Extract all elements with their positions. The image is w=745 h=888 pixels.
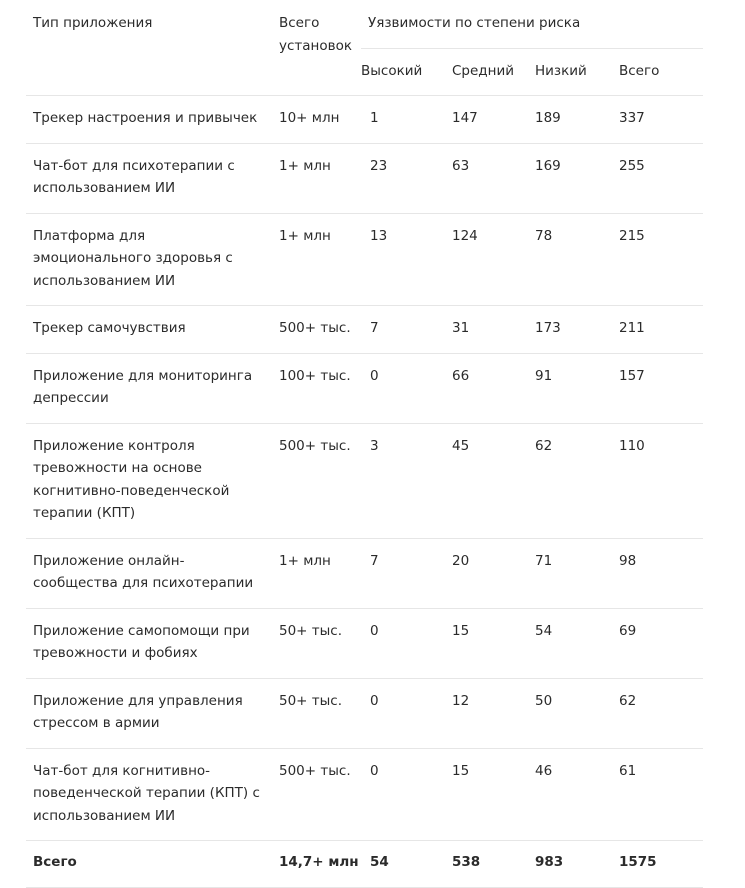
vulnerability-table-container bbox=[26, 0, 703, 888]
totals-row bbox=[26, 841, 703, 888]
row-total: 61 bbox=[619, 762, 637, 779]
row-low: 173 bbox=[535, 320, 561, 336]
row-low: 50 bbox=[535, 692, 553, 709]
row-name: Приложение контроля тревожности на основе когнитивно-поведенческой терапии (КПТ) bbox=[33, 437, 230, 521]
row-low: 169 bbox=[535, 157, 561, 174]
row-medium: 147 bbox=[452, 110, 478, 126]
row-high: 0 bbox=[370, 622, 379, 639]
row-low: 62 bbox=[535, 437, 553, 454]
totals-high: 54 bbox=[370, 854, 389, 870]
row-low: 78 bbox=[535, 227, 553, 244]
row-high: 1 bbox=[370, 110, 379, 126]
row-name: Приложение для управления стрессом в армии bbox=[33, 692, 243, 731]
row-name: Трекер самочувствия bbox=[33, 320, 186, 336]
header-medium: Средний bbox=[445, 48, 528, 96]
row-name: Приложение онлайн-сообщества для психотерапии bbox=[33, 552, 254, 591]
row-low: 54 bbox=[535, 622, 553, 639]
row-medium: 31 bbox=[452, 320, 470, 336]
row-high: 7 bbox=[370, 552, 379, 569]
row-high: 7 bbox=[370, 320, 379, 336]
table-row bbox=[26, 608, 703, 678]
row-low: 71 bbox=[535, 552, 553, 569]
table-row bbox=[26, 143, 703, 213]
totals-medium: 538 bbox=[452, 854, 481, 870]
row-high: 0 bbox=[370, 762, 379, 779]
vulnerability-table bbox=[26, 0, 703, 888]
row-total: 255 bbox=[619, 157, 645, 174]
row-total: 157 bbox=[619, 367, 645, 384]
header-high: Высокий bbox=[361, 48, 445, 96]
table-row bbox=[26, 678, 703, 748]
header-total: Всего bbox=[612, 48, 703, 96]
row-total: 69 bbox=[619, 622, 637, 639]
row-total: 337 bbox=[619, 110, 645, 126]
table-row bbox=[26, 423, 703, 538]
header-app-type: Тип приложения bbox=[33, 15, 153, 31]
header-installs: Всего установок bbox=[279, 15, 353, 54]
row-high: 3 bbox=[370, 437, 379, 454]
row-high: 0 bbox=[370, 692, 379, 709]
table-row bbox=[26, 213, 703, 306]
row-high: 23 bbox=[370, 157, 388, 174]
row-medium: 124 bbox=[452, 227, 478, 244]
row-installs: 500+ тыс. bbox=[279, 320, 351, 336]
row-total: 62 bbox=[619, 692, 637, 709]
row-name: Трекер настроения и привычек bbox=[33, 110, 258, 126]
row-name: Платформа для эмоционального здоровья с использованием ИИ bbox=[33, 227, 233, 289]
row-total: 98 bbox=[619, 552, 637, 569]
row-medium: 63 bbox=[452, 157, 470, 174]
row-installs: 1+ млн bbox=[279, 157, 331, 174]
row-installs: 500+ тыс. bbox=[279, 437, 351, 454]
row-name: Чат-бот для психотерапии с использованием ИИ bbox=[33, 157, 235, 196]
totals-label: Всего bbox=[33, 854, 77, 870]
row-medium: 15 bbox=[452, 622, 470, 639]
row-low: 46 bbox=[535, 762, 553, 779]
row-total: 215 bbox=[619, 227, 645, 244]
row-installs: 100+ тыс. bbox=[279, 367, 351, 384]
row-name: Чат-бот для когнитивно-поведенческой терапии (КПТ) с использованием ИИ bbox=[33, 762, 260, 824]
table-row bbox=[26, 96, 703, 144]
row-medium: 45 bbox=[452, 437, 470, 454]
row-name: Приложение самопомощи при тревожности и фобиях bbox=[33, 622, 250, 661]
header-low: Низкий bbox=[528, 48, 612, 96]
header-row bbox=[26, 0, 703, 48]
row-medium: 15 bbox=[452, 762, 470, 779]
row-medium: 66 bbox=[452, 367, 470, 384]
row-high: 0 bbox=[370, 367, 379, 384]
row-high: 13 bbox=[370, 227, 388, 244]
table-body bbox=[26, 96, 703, 888]
row-installs: 1+ млн bbox=[279, 227, 331, 244]
row-low: 91 bbox=[535, 367, 553, 384]
row-total: 211 bbox=[619, 320, 645, 336]
row-low: 189 bbox=[535, 110, 561, 126]
totals-total: 1575 bbox=[619, 854, 657, 870]
row-installs: 1+ млн bbox=[279, 552, 331, 569]
totals-installs: 14,7+ млн bbox=[279, 854, 359, 870]
row-medium: 20 bbox=[452, 552, 470, 569]
row-total: 110 bbox=[619, 437, 645, 454]
totals-low: 983 bbox=[535, 854, 564, 870]
row-installs: 10+ млн bbox=[279, 110, 340, 126]
row-name: Приложение для мониторинга депрессии bbox=[33, 367, 253, 406]
table-row bbox=[26, 538, 703, 608]
table-row bbox=[26, 353, 703, 423]
table-row bbox=[26, 306, 703, 354]
row-installs: 500+ тыс. bbox=[279, 762, 351, 779]
row-medium: 12 bbox=[452, 692, 470, 709]
table-row bbox=[26, 748, 703, 841]
row-installs: 50+ тыс. bbox=[279, 692, 343, 709]
row-installs: 50+ тыс. bbox=[279, 622, 343, 639]
header-vuln-group: Уязвимости по степени риска bbox=[368, 15, 581, 31]
